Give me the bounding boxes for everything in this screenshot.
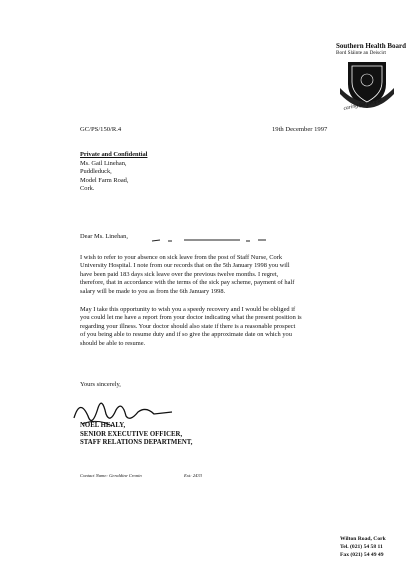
organisation-motto: caring for people — [343, 97, 383, 112]
body-paragraph-2 — [80, 306, 380, 348]
body-paragraph-1 — [80, 254, 380, 296]
recipient-line: Model Farm Road, — [80, 176, 129, 184]
signer-department: STAFF RELATIONS DEPARTMENT, — [80, 439, 193, 447]
footer-fax: Fax (021) 54 49 49 — [340, 552, 384, 558]
body-line: University Hospital. I note from our records that on the 5th January 1998 you will — [80, 262, 290, 270]
body-line: therefore, that in accordance with the terms of the sick pay scheme, payment of half — [80, 279, 295, 287]
contact-extension: Ext: 2433 — [184, 473, 203, 478]
organisation-name: Southern Health Board — [336, 42, 407, 50]
body-line: have been paid 183 days sick leave over the previous twelve months. I regret, — [80, 270, 279, 278]
recipient-block — [80, 151, 147, 194]
footer-street: Wilton Road, Cork — [340, 536, 386, 542]
reference-number: GC/PS/150/R.4 — [80, 126, 122, 133]
letter-date: 19th December 1997 — [272, 126, 328, 133]
signer-title: SENIOR EXECUTIVE OFFICER, — [80, 430, 183, 438]
body-line: May I take this opportunity to wish you a speedy recovery and I would be obliged if — [80, 306, 296, 313]
recipient-line: Puddleduck, — [80, 168, 112, 176]
confidential-marking: Private and Confidential — [80, 151, 148, 158]
footer-telephone: Tel. (021) 54 58 11 — [340, 544, 383, 550]
body-line: salary will be made to you as from the 6th January 1998. — [80, 287, 226, 295]
salutation: Dear Ms. Linehan, — [80, 233, 128, 240]
recipient-line: Ms. Gail Linehan, — [80, 159, 127, 167]
closing: Yours sincerely, — [80, 381, 121, 388]
body-line: of you being able to resume duty and if so give the approximate date on which you — [80, 331, 292, 339]
body-line: I wish to refer to your absence on sick leave from the post of Staff Nurse, Cork — [80, 254, 283, 261]
signer-name: NOEL HEALY, — [80, 422, 126, 429]
redaction-mark — [150, 236, 270, 244]
signer-block — [80, 422, 193, 448]
contact-name: Contact Name: Geraldine Cronin — [80, 473, 142, 478]
body-line: should be able to resume. — [80, 339, 146, 347]
recipient-line: Cork. — [80, 185, 95, 193]
organisation-name-irish: Bord Sláinte an Deiscirt — [336, 50, 386, 56]
body-line: you could let me have a report from your doctor indicating what the present position is — [80, 314, 302, 322]
footer-address — [340, 535, 386, 559]
contact-line — [80, 473, 202, 478]
body-line: regarding your illness. Your doctor should also state if there is a reasonable prospect — [80, 322, 296, 330]
